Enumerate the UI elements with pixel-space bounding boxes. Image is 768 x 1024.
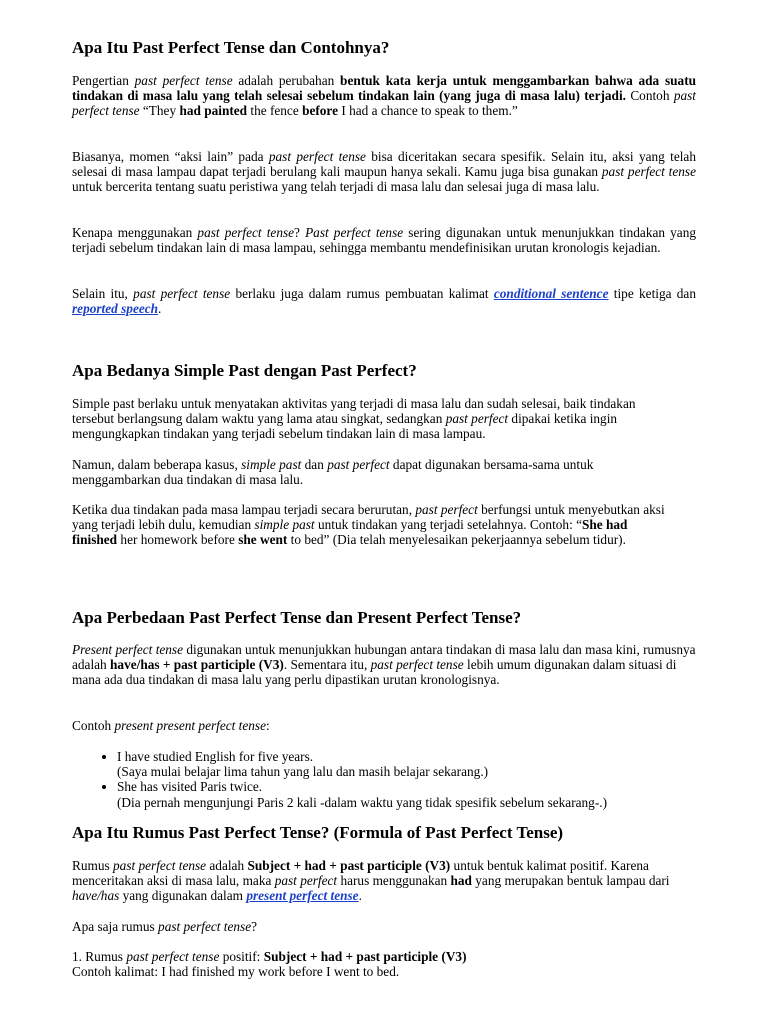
heading-past-perfect: Apa Itu Past Perfect Tense dan Contohnya? bbox=[72, 38, 390, 57]
paragraph-aksi-lain: Biasanya, momen “aksi lain” pada past perfect tense bisa diceritakan secara spesifik. Selain itu, aksi yang telah selesai di masa lampau dapat terjadi berulang kali maupun hanya sekali. Kamu juga bisa gunakan past perfect tense untuk bercerita tentang suatu peristiwa yang telah terjadi di masa lalu dan selesai juga di masa lalu. bbox=[72, 149, 696, 195]
heading-simple-vs-past-perfect: Apa Bedanya Simple Past dengan Past Perfect? bbox=[72, 361, 417, 380]
link-reported-speech[interactable]: reported speech bbox=[72, 301, 159, 317]
paragraph-example-intro: Contoh present present perfect tense: bbox=[72, 718, 270, 733]
example-list bbox=[72, 749, 737, 810]
paragraph-together: Namun, dalam beberapa kasus, simple past dan past perfect dapat digunakan bersama-sama untuk menggambarkan dua tindakan di masa lalu. bbox=[72, 457, 594, 488]
list-item: • I have studied English for five years. (Saya mulai belajar lima tahun yang lalu dan masih belajar sekarang.) bbox=[117, 749, 737, 779]
heading-past-vs-present-perfect: Apa Perbedaan Past Perfect Tense dan Present Perfect Tense? bbox=[72, 608, 522, 627]
paragraph-also: Selain itu, past perfect tense berlaku juga dalam rumus pembuatan kalimat conditional sentence tipe ketiga dan reported speech. bbox=[72, 286, 696, 317]
paragraph-simple-past: Simple past berlaku untuk menyatakan aktivitas yang terjadi di masa lalu dan sudah selesai, baik tindakan tersebut berlangsung dalam waktu yang lama atau singkat, sedangkan past perfect dipakai ketika ingin mengungkapkan tindakan yang terjadi sebelum tindakan lain di masa lampau. bbox=[72, 396, 636, 442]
paragraph-formula: Rumus past perfect tense adalah Subject + had + past participle (V3) untuk bentuk kalimat positif. Karena menceritakan aksi di masa lalu, maka past perfect harus menggunakan had yang merupakan bentuk lampau dari have/has yang digunakan dalam present perfect tense. bbox=[72, 858, 670, 904]
paragraph-sequence: Ketika dua tindakan pada masa lampau terjadi secara berurutan, past perfect berfungsi untuk menyebutkan aksi yang terjadi lebih dulu, kemudian simple past untuk tindakan yang terjadi setelahnya. Contoh: “She had finished her homework before she went to bed” (Dia telah menyelesaikan pekerjaannya sebelum tidur). bbox=[72, 502, 665, 548]
link-conditional-sentence[interactable]: conditional sentence bbox=[493, 286, 609, 301]
paragraph-question: Apa saja rumus past perfect tense? bbox=[72, 919, 258, 934]
paragraph-example-sentence: Contoh kalimat: I had finished my work before I went to bed. bbox=[72, 964, 400, 979]
paragraph-present-perfect: Present perfect tense digunakan untuk menunjukkan hubungan antara tindakan di masa lalu dan masa kini, rumusnya adalah have/has + past participle (V3). Sementara itu, past perfect tense lebih umum digunakan dalam situasi di mana ada dua tindakan di masa lalu yang perlu dipastikan urutan kronologisnya. bbox=[72, 642, 696, 688]
paragraph-why-use: Kenapa menggunakan past perfect tense? Past perfect tense sering digunakan untuk menunjukkan tindakan yang terjadi sebelum tindakan lain di masa lampau, sehingga membantu mendefinisikan urutan kronologis kejadian. bbox=[72, 225, 696, 256]
paragraph-definition: Pengertian past perfect tense adalah perubahan bentuk kata kerja untuk menggambarkan bahwa ada suatu tindakan di masa lalu yang telah selesai sebelum tindakan lain (yang juga di masa lalu) terjadi. Contoh past perfect tense “They had painted the fence before I had a chance to speak to them.” bbox=[72, 73, 697, 119]
list-item: • She has visited Paris twice. (Dia pernah mengunjungi Paris 2 kali -dalam waktu yang tidak spesifik sebelum sekarang-.) bbox=[117, 779, 737, 809]
paragraph-positive-formula: 1. Rumus past perfect tense positif: Subject + had + past participle (V3) bbox=[72, 949, 467, 964]
heading-formula: Apa Itu Rumus Past Perfect Tense? (Formula of Past Perfect Tense) bbox=[72, 823, 564, 842]
link-present-perfect-tense[interactable]: present perfect tense bbox=[246, 888, 359, 904]
